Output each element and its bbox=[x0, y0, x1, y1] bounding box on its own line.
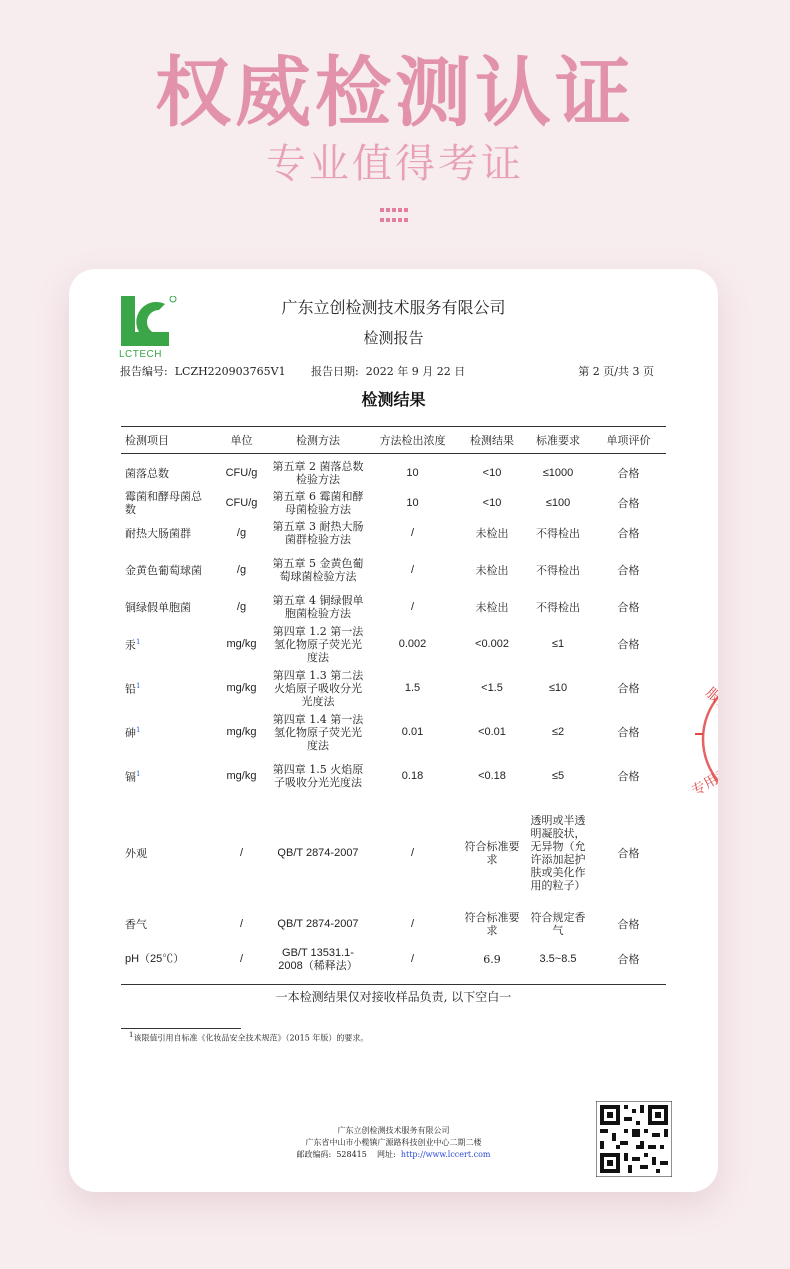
cell-evaluation: 合格 bbox=[591, 940, 666, 984]
header-method: 检测方法 bbox=[270, 427, 366, 454]
table-row bbox=[121, 798, 666, 908]
cell-detection-limit: 1.5 bbox=[404, 681, 421, 694]
cell-requirement: ≤100 bbox=[545, 496, 571, 509]
table-row bbox=[121, 940, 666, 984]
cell-requirement: 不得检出 bbox=[536, 563, 580, 577]
cell-detection-limit: 0.01 bbox=[401, 725, 424, 738]
banner-subtitle: 专业值得考证 bbox=[266, 141, 524, 187]
cell-item: 汞$^1$ bbox=[125, 638, 141, 652]
cell-unit: mg/kg bbox=[226, 681, 257, 694]
cell-unit: CFU/g bbox=[225, 496, 258, 509]
cell-method: 第四章 1.2 第一法 氢化物原子荧光光度法 bbox=[272, 624, 364, 664]
cell-method: 第四章 1.5 火焰原子吸收分光光度法 bbox=[272, 763, 364, 789]
cell-method: 第五章 6 霉菌和酵母菌检验方法 bbox=[272, 490, 364, 516]
cell-requirement: ≤2 bbox=[551, 725, 565, 738]
table-row bbox=[121, 548, 666, 592]
header-item: 检测项目 bbox=[121, 427, 213, 454]
cell-result: 符合标准要求 bbox=[464, 911, 520, 937]
cell-item: 耐热大肠菌群 bbox=[125, 526, 191, 540]
cell-evaluation: 合格 bbox=[617, 917, 640, 931]
cell-unit: / bbox=[239, 846, 244, 859]
cell-detection-limit: / bbox=[366, 940, 459, 984]
cell-method: QB/T 2874-2007 bbox=[277, 917, 359, 930]
logo-text: LCTECH bbox=[119, 349, 163, 360]
report-date: 报告日期: 2022 年 9 月 22 日 bbox=[311, 365, 466, 378]
cell-requirement: 不得检出 bbox=[536, 600, 580, 614]
cell-evaluation: 合格 bbox=[617, 846, 640, 860]
cell-unit: mg/kg bbox=[226, 637, 257, 650]
report-number: 报告编号: LCZH220903765V1 bbox=[120, 365, 286, 378]
cell-detection-limit: 10 bbox=[406, 496, 419, 509]
footer-address: 广东省中山市小榄镇广源路科技创业中心二期二楼 bbox=[305, 1138, 482, 1147]
svg-text:专用章: 专用章 bbox=[689, 764, 734, 800]
cell-method: 第五章 5 金黄色葡萄球菌检验方法 bbox=[272, 557, 364, 583]
cell-result: <10 bbox=[482, 496, 502, 509]
section-title: 检测结果 bbox=[361, 390, 426, 409]
footnote-divider bbox=[121, 1028, 241, 1029]
cell-result: 未检出 bbox=[475, 600, 509, 614]
cell-detection-limit: / bbox=[410, 600, 415, 613]
decorative-dots bbox=[380, 208, 410, 224]
cell-method: GB/T 13531.1-2008（稀释法） bbox=[270, 940, 366, 984]
official-stamp-icon bbox=[689, 664, 745, 814]
cell-result: <1.5 bbox=[481, 681, 503, 694]
cell-evaluation: 合格 bbox=[617, 466, 640, 480]
cell-result: <0.002 bbox=[475, 637, 509, 650]
company-name: 广东立创检测技术服务有限公司 bbox=[281, 298, 506, 317]
footer-company: 广东立创检测技术服务有限公司 bbox=[337, 1126, 450, 1135]
cell-unit: /g bbox=[236, 563, 247, 576]
table-row bbox=[121, 454, 666, 489]
cell-detection-limit: / bbox=[410, 526, 415, 539]
cell-result: <0.01 bbox=[478, 725, 506, 738]
table-row bbox=[121, 518, 666, 548]
cell-unit: / bbox=[239, 917, 244, 930]
cell-result: 未检出 bbox=[475, 526, 509, 540]
cell-item: 外观 bbox=[125, 846, 147, 860]
cell-result: <10 bbox=[482, 466, 502, 479]
header-requirement: 标准要求 bbox=[525, 427, 591, 454]
qr-code-icon bbox=[596, 1101, 672, 1177]
website-link[interactable]: http://www.lccert.com bbox=[400, 1150, 491, 1159]
page-number: 第 2 页/共 3 页 bbox=[578, 365, 654, 378]
cell-item: pH（25℃） bbox=[121, 940, 213, 984]
cell-requirement: 3.5~8.5 bbox=[525, 940, 591, 984]
cell-detection-limit: 0.18 bbox=[401, 769, 424, 782]
table-row bbox=[121, 710, 666, 754]
footnote-marker: 1 bbox=[136, 638, 141, 647]
cell-unit: CFU/g bbox=[225, 466, 258, 479]
cell-result: 6.9 bbox=[459, 940, 525, 984]
cell-detection-limit: / bbox=[410, 917, 415, 930]
report-card bbox=[69, 269, 745, 1192]
footnote: $^1$该限值引用自标准《化妆品安全技术规范》（2015 年版）的要求。 bbox=[129, 1031, 369, 1043]
cell-item: 霉菌和酵母菌总数 bbox=[125, 490, 202, 516]
footnote-marker: 1 bbox=[136, 682, 141, 691]
header-result: 检测结果 bbox=[459, 427, 525, 454]
results-table bbox=[121, 426, 666, 985]
cell-evaluation: 合格 bbox=[617, 681, 640, 695]
cell-detection-limit: 0.002 bbox=[398, 637, 427, 650]
cell-evaluation: 合格 bbox=[617, 637, 640, 651]
header-evaluation: 单项评价 bbox=[591, 427, 666, 454]
cell-evaluation: 合格 bbox=[617, 769, 640, 783]
table-row bbox=[121, 908, 666, 940]
cell-requirement: 不得检出 bbox=[536, 526, 580, 540]
table-row bbox=[121, 666, 666, 710]
cell-method: 第四章 1.3 第二法 火焰原子吸收分光光度法 bbox=[272, 668, 364, 708]
cell-item: 香气 bbox=[125, 917, 147, 931]
cell-evaluation: 合格 bbox=[617, 496, 640, 510]
svg-text:服务有: 服务有 bbox=[702, 684, 745, 725]
cell-item: 镉$^1$ bbox=[125, 770, 141, 784]
header-unit: 单位 bbox=[213, 427, 270, 454]
document-title: 检测报告 bbox=[363, 329, 424, 347]
cell-method: QB/T 2874-2007 bbox=[277, 846, 359, 859]
cell-detection-limit: / bbox=[410, 846, 415, 859]
footer-contact: 邮政编码: 528415 网址: http://www.lccert.com bbox=[296, 1150, 491, 1159]
table-row bbox=[121, 592, 666, 622]
cell-requirement: ≤5 bbox=[551, 769, 565, 782]
cell-method: 第五章 4 铜绿假单胞菌检验方法 bbox=[272, 594, 364, 620]
banner-title: 权威检测认证 bbox=[155, 48, 635, 137]
cell-evaluation: 合格 bbox=[617, 563, 640, 577]
cell-unit: / bbox=[213, 940, 270, 984]
table-row bbox=[121, 488, 666, 518]
cell-method: 第四章 1.4 第一法 氢化物原子荧光光度法 bbox=[272, 712, 364, 752]
cell-evaluation: 合格 bbox=[617, 600, 640, 614]
cell-evaluation: 合格 bbox=[617, 725, 640, 739]
footnote-marker: 1 bbox=[136, 726, 141, 735]
cell-item: 金黄色葡萄球菌 bbox=[125, 563, 202, 577]
cell-result: 符合标准要求 bbox=[464, 840, 520, 866]
cell-requirement: 透明或半透明凝胶状，无异物（允许添加起护肤或美化作用的粒子） bbox=[530, 814, 586, 892]
table-header-row bbox=[121, 427, 666, 454]
table-row bbox=[121, 622, 666, 666]
cell-result: 未检出 bbox=[475, 563, 509, 577]
cell-detection-limit: 10 bbox=[406, 466, 419, 479]
cell-requirement: 符合规定香气 bbox=[530, 911, 586, 937]
cell-requirement: ≤1000 bbox=[542, 466, 574, 479]
cell-item: 砷$^1$ bbox=[125, 726, 141, 740]
cell-method: 第五章 3 耐热大肠菌群检验方法 bbox=[272, 520, 364, 546]
cell-item: 铜绿假单胞菌 bbox=[125, 600, 191, 614]
cell-unit: mg/kg bbox=[226, 769, 257, 782]
cell-item: 铅$^1$ bbox=[125, 682, 141, 696]
cell-detection-limit: / bbox=[410, 563, 415, 576]
cell-unit: mg/kg bbox=[226, 725, 257, 738]
footnote-marker: 1 bbox=[136, 770, 141, 779]
cell-unit: /g bbox=[236, 600, 247, 613]
cell-unit: /g bbox=[236, 526, 247, 539]
header-detection-limit: 方法检出浓度 bbox=[366, 427, 459, 454]
cell-evaluation: 合格 bbox=[617, 526, 640, 540]
cell-item: 菌落总数 bbox=[125, 466, 169, 480]
cell-result: <0.18 bbox=[478, 769, 506, 782]
cell-method: 第五章 2 菌落总数检验方法 bbox=[272, 460, 364, 486]
cell-requirement: ≤1 bbox=[551, 637, 565, 650]
table-row bbox=[121, 754, 666, 798]
end-note: 一本检测结果仅对接收样品负责, 以下空白一 bbox=[275, 990, 512, 1004]
cell-requirement: ≤10 bbox=[548, 681, 568, 694]
